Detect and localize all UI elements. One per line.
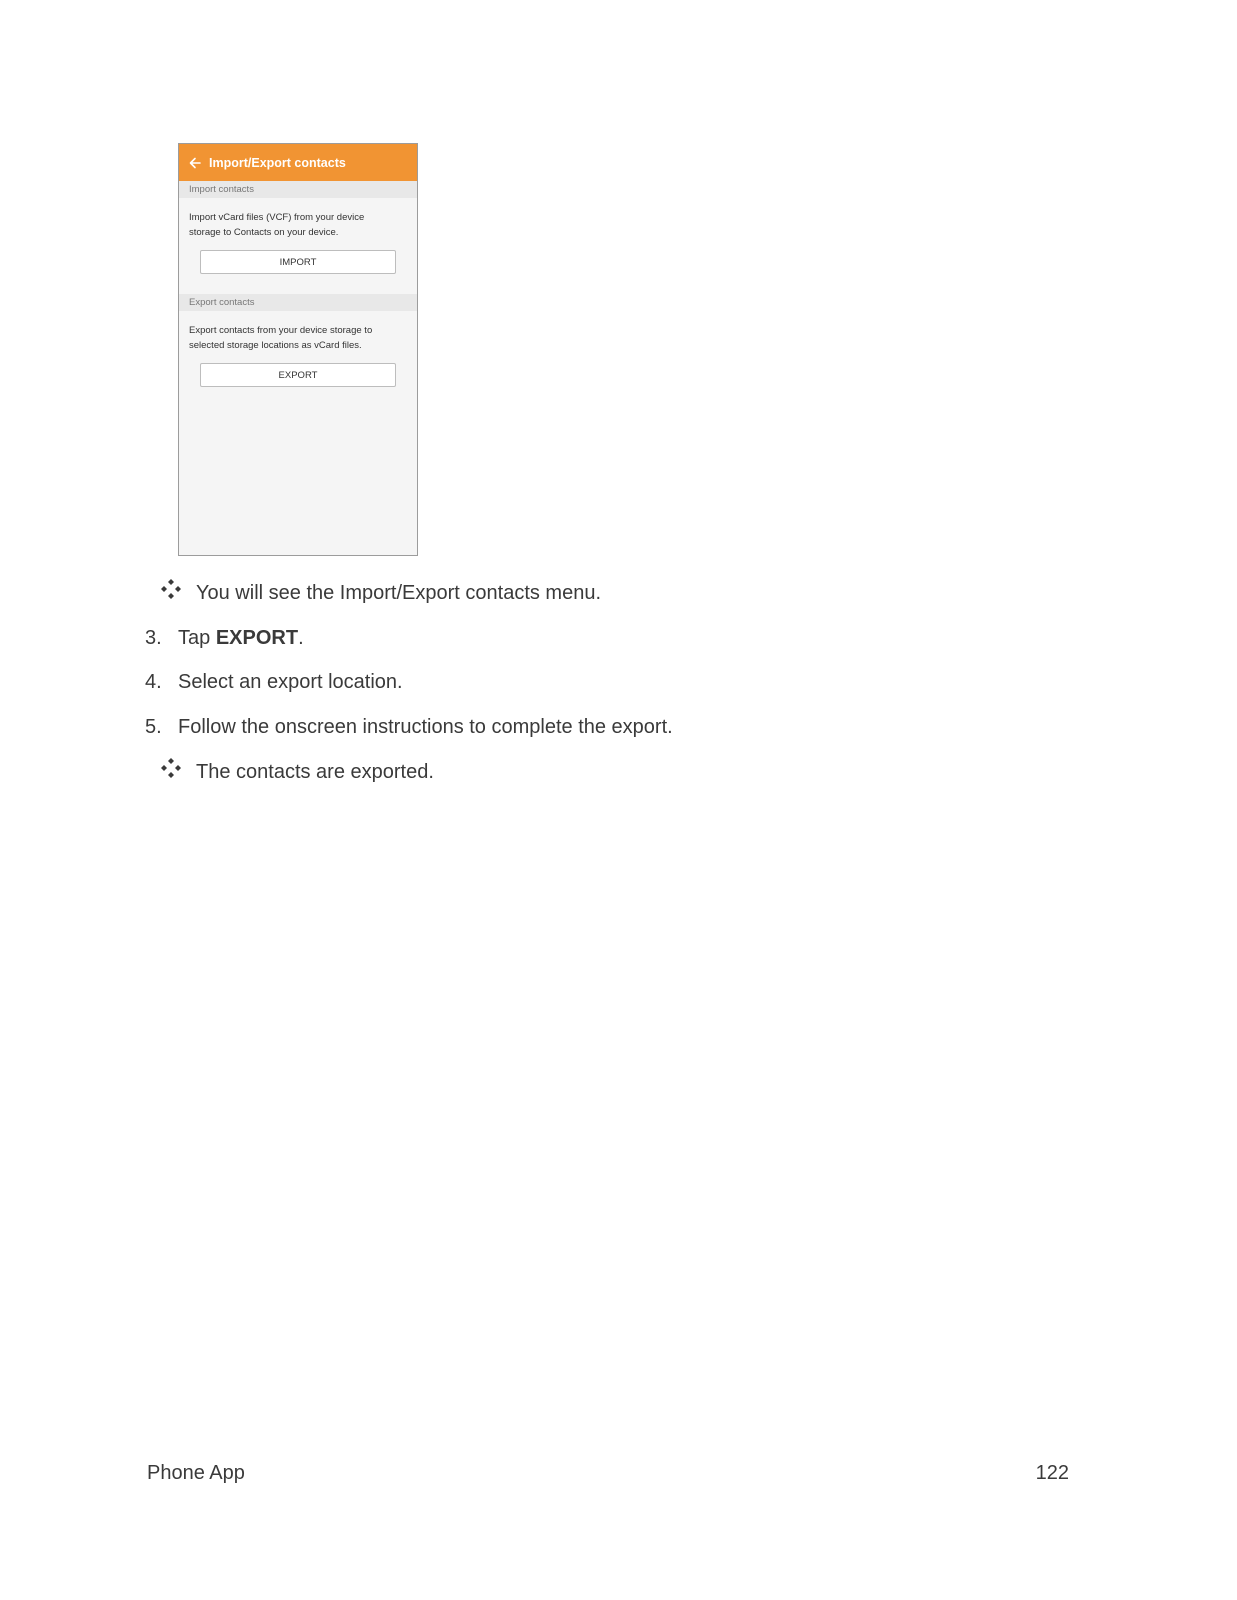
step-number-4: 4. [145,671,162,693]
step-number-5: 5. [145,716,162,738]
import-description [189,210,407,240]
result-text-2: The contacts are exported. [196,761,434,783]
four-diamond-icon [160,757,182,779]
step-3-prefix: Tap [178,627,216,649]
app-bar-title: Import/Export contacts [209,155,346,170]
app-bar [179,144,417,181]
step-3-suffix: . [298,627,304,649]
four-diamond-icon [160,578,182,600]
step-3 [178,626,304,650]
arrow-left-icon[interactable] [188,156,202,170]
import-section-header: Import contacts [179,181,417,198]
step-3-bold: EXPORT [215,627,299,649]
import-button[interactable]: IMPORT [200,250,396,274]
import-section [179,198,417,294]
import-description-line-1: Import vCard files (VCF) from your device [189,212,365,223]
footer-section-title: Phone App [147,1462,245,1484]
import-description-line-2: storage to Contacts on your device. [189,227,339,238]
export-button[interactable]: EXPORT [200,363,396,387]
step-number-3: 3. [145,627,162,649]
step-5: Follow the onscreen instructions to complete the export. [178,716,673,738]
export-section [179,311,417,411]
phone-screenshot [178,143,418,556]
export-description-line-1: Export contacts from your device storage to [189,325,373,336]
export-section-header: Export contacts [179,294,417,311]
export-description [189,323,407,353]
footer-page-number: 122 [1035,1462,1069,1484]
step-4: Select an export location. [178,671,403,693]
export-description-line-2: selected storage locations as vCard files. [189,340,362,351]
result-text-1: You will see the Import/Export contacts menu. [196,582,602,604]
